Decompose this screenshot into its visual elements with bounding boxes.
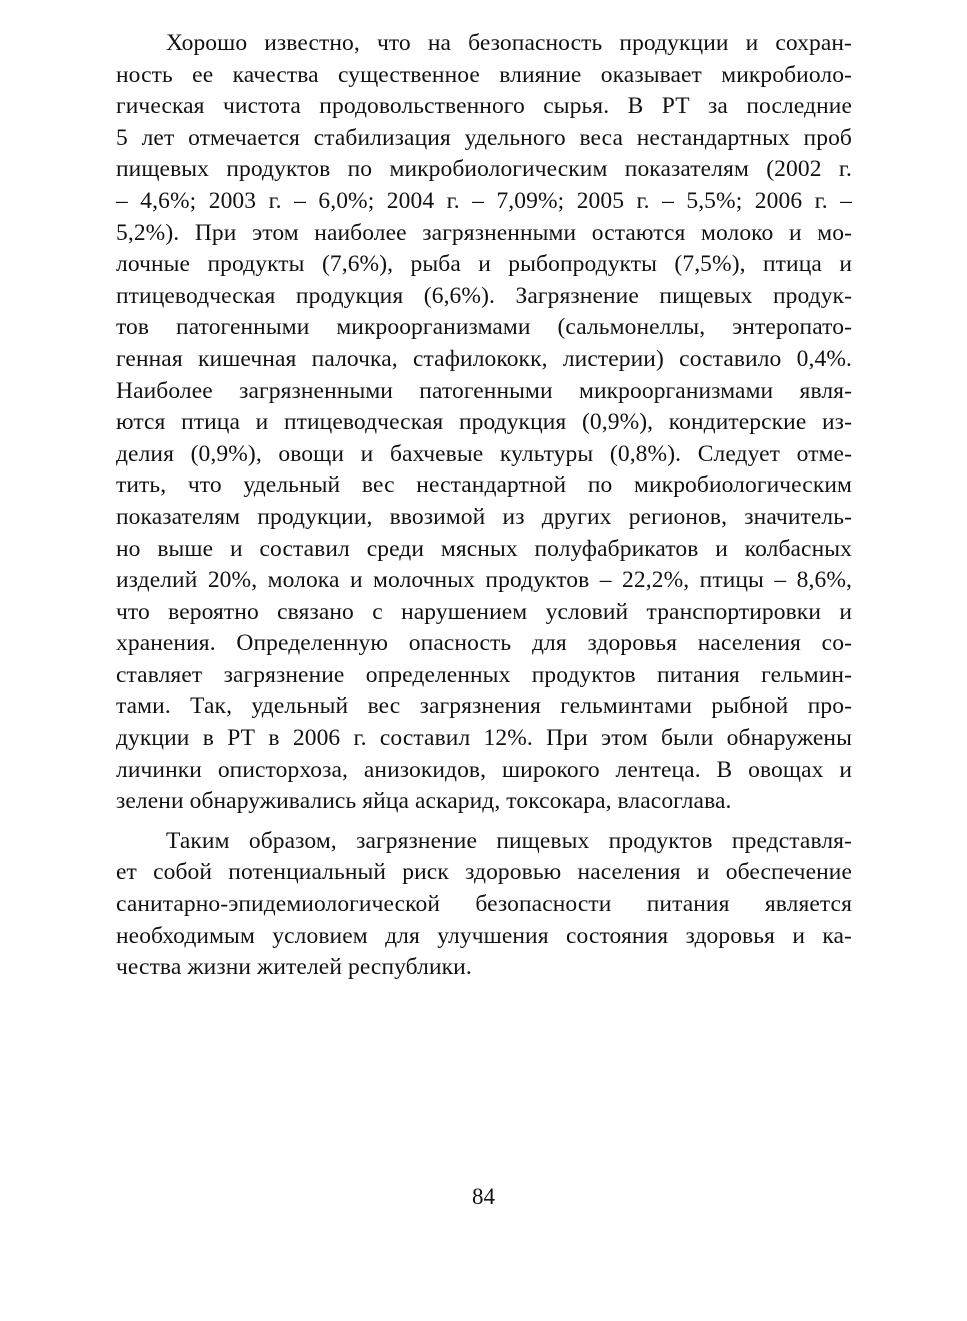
text-line: гическая чистота продовольственного сырья. В РТ за последние bbox=[116, 93, 852, 120]
text-line: что вероятно связано с нарушением условий транспортировки и bbox=[116, 598, 852, 625]
text-line: показателям продукции, ввозимой из других регионов, значитель- bbox=[116, 503, 852, 530]
text-line: пищевых продуктов по микробиологическим показателям (2002 г. bbox=[116, 156, 852, 183]
text-line: необходимым условием для улучшения состояния здоровья и ка- bbox=[116, 922, 852, 949]
text-line: зелени обнаруживались яйца аскарид, токсокара, власоглава. bbox=[116, 788, 732, 815]
text-line: изделий 20%, молока и молочных продуктов – 22,2%, птицы – 8,6%, bbox=[116, 567, 852, 594]
text-line: ность ее качества существенное влияние оказывает микробиоло- bbox=[116, 61, 852, 88]
text-line: 5 лет отмечается стабилизация удельного веса нестандартных проб bbox=[116, 124, 852, 151]
paragraph-2 bbox=[116, 826, 852, 984]
text-line: ет собой потенциальный риск здоровью населения и обеспечение bbox=[116, 859, 852, 886]
text-line: но выше и составил среди мясных полуфабрикатов и колбасных bbox=[116, 535, 852, 562]
text-line: чества жизни жителей республики. bbox=[116, 954, 472, 981]
text-line: делия (0,9%), овощи и бахчевые культуры (0,8%). Следует отме- bbox=[116, 440, 852, 467]
text-line: личинки описторхоза, анизокидов, широкого лентеца. В овощах и bbox=[116, 756, 852, 783]
text-line: тить, что удельный вес нестандартной по микробиологическим bbox=[116, 472, 852, 499]
text-line: тами. Так, удельный вес загрязнения гельминтами рыбной про- bbox=[116, 693, 852, 720]
text-line: Таким образом, загрязнение пищевых продуктов представля- bbox=[166, 827, 852, 854]
page-number: 84 bbox=[472, 1184, 495, 1209]
text-line: Хорошо известно, что на безопасность продукции и сохран- bbox=[166, 30, 852, 56]
body-text bbox=[116, 28, 852, 984]
paragraph-1 bbox=[116, 28, 852, 818]
text-line: генная кишечная палочка, стафилококк, листерии) составило 0,4%. bbox=[116, 345, 852, 372]
text-line: тов патогенными микроорганизмами (сальмонеллы, энтеропато- bbox=[116, 314, 852, 341]
text-line: 5,2%). При этом наиболее загрязненными остаются молоко и мо- bbox=[116, 219, 852, 246]
text-line: ставляет загрязнение определенных продуктов питания гельмин- bbox=[116, 661, 852, 688]
text-line: – 4,6%; 2003 г. – 6,0%; 2004 г. – 7,09%; 2005 г. – 5,5%; 2006 г. – bbox=[116, 187, 852, 214]
text-line: дукции в РТ в 2006 г. составил 12%. При этом были обнаружены bbox=[116, 725, 852, 752]
text-line: ются птица и птицеводческая продукция (0,9%), кондитерские из- bbox=[116, 409, 852, 436]
text-line: птицеводческая продукция (6,6%). Загрязнение пищевых продук- bbox=[116, 282, 852, 309]
text-line: Наиболее загрязненными патогенными микроорганизмами явля- bbox=[116, 377, 852, 404]
text-line: лочные продукты (7,6%), рыба и рыбопродукты (7,5%), птица и bbox=[116, 251, 852, 278]
text-line: санитарно-эпидемиологической безопасности питания является bbox=[116, 891, 852, 918]
text-line: хранения. Определенную опасность для здоровья населения со- bbox=[116, 630, 852, 657]
